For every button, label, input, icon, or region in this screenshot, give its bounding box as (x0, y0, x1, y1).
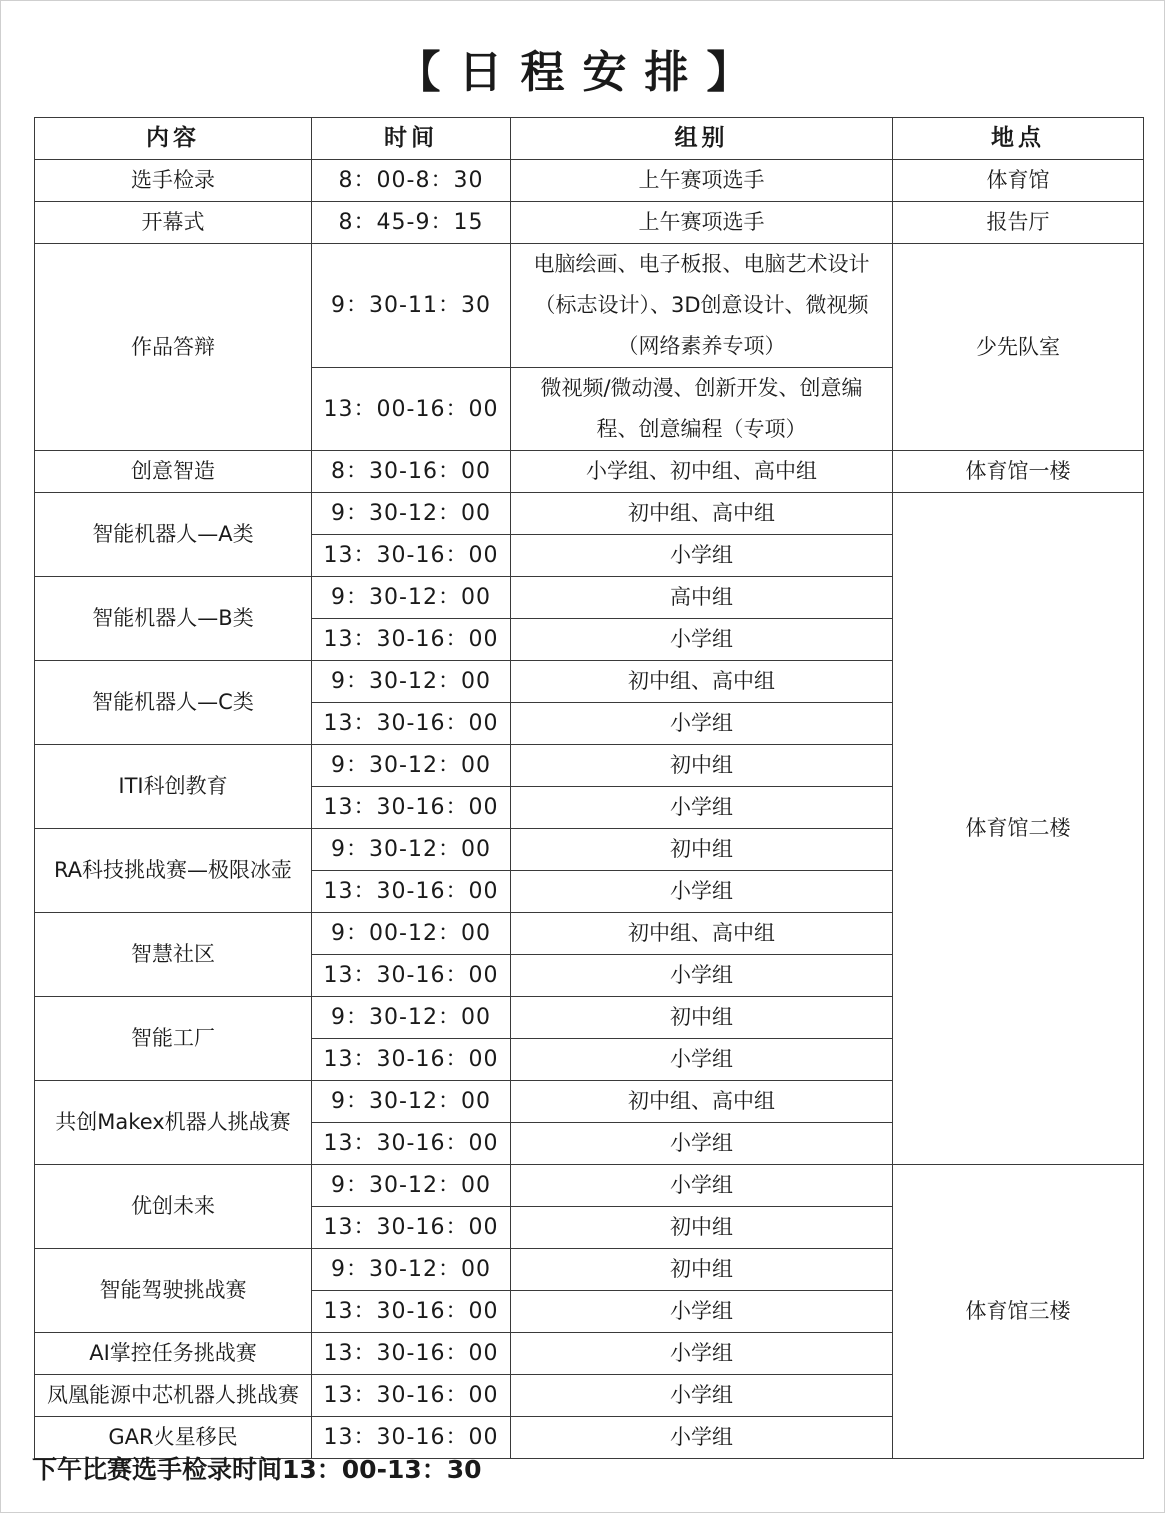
place-cell: 报告厅 (893, 202, 1144, 244)
content-cell: 共创Makex机器人挑战赛 (35, 1081, 312, 1165)
time-cell: 9：30-12：00 (312, 661, 511, 703)
time-cell: 8：45-9：15 (312, 202, 511, 244)
content-cell: 创意智造 (35, 451, 312, 493)
time-cell: 13：30-16：00 (312, 787, 511, 829)
group-cell: 小学组 (511, 1333, 893, 1375)
group-cell: 小学组 (511, 619, 893, 661)
content-cell: 优创未来 (35, 1165, 312, 1249)
time-cell: 8：30-16：00 (312, 451, 511, 493)
time-cell: 13：30-16：00 (312, 955, 511, 997)
table-row (35, 160, 1144, 202)
schedule-table (34, 117, 1144, 1459)
place-cell-third-floor: 体育馆三楼 (893, 1165, 1144, 1459)
group-cell: 小学组 (511, 1417, 893, 1459)
time-cell: 8：00-8：30 (312, 160, 511, 202)
content-cell: RA科技挑战赛—极限冰壶 (35, 829, 312, 913)
page-title: 【日程安排】 (396, 47, 769, 98)
content-cell: 智能驾驶挑战赛 (35, 1249, 312, 1333)
time-cell: 9：30-12：00 (312, 1081, 511, 1123)
time-cell: 9：30-12：00 (312, 745, 511, 787)
table-row (35, 244, 1144, 368)
group-cell: 小学组 (511, 1123, 893, 1165)
time-cell: 9：00-12：00 (312, 913, 511, 955)
group-line: （网络素养专项） (617, 334, 786, 358)
content-cell: 智能机器人—C类 (35, 661, 312, 745)
header-content: 内容 (35, 118, 312, 160)
place-cell-second-floor: 体育馆二楼 (893, 493, 1144, 1165)
time-cell: 13：00-16：00 (312, 368, 511, 451)
group-cell: 小学组 (511, 1165, 893, 1207)
time-cell: 9：30-11：30 (312, 244, 511, 368)
time-cell: 13：30-16：00 (312, 1291, 511, 1333)
group-line: 程、创意编程（专项） (596, 417, 807, 441)
group-cell (511, 368, 893, 451)
header-group: 组别 (511, 118, 893, 160)
time-cell: 9：30-12：00 (312, 1249, 511, 1291)
table-row (35, 493, 1144, 535)
group-cell: 初中组 (511, 997, 893, 1039)
content-cell: 选手检录 (35, 160, 312, 202)
group-cell: 初中组、高中组 (511, 1081, 893, 1123)
group-line: 微视频/微动漫、创新开发、创意编 (540, 376, 863, 400)
group-cell: 小学组 (511, 787, 893, 829)
time-cell: 13：30-16：00 (312, 1123, 511, 1165)
place-cell: 少先队室 (893, 244, 1144, 451)
place-cell: 体育馆一楼 (893, 451, 1144, 493)
group-cell: 小学组 (511, 1291, 893, 1333)
content-cell: 智能机器人—A类 (35, 493, 312, 577)
time-cell: 13：30-16：00 (312, 1039, 511, 1081)
group-cell: 小学组 (511, 1039, 893, 1081)
content-cell: 作品答辩 (35, 244, 312, 451)
checkin-note: 下午比赛选手检录时间13：00-13：30 (32, 1455, 482, 1484)
time-cell: 9：30-12：00 (312, 577, 511, 619)
group-line: 电脑绘画、电子板报、电脑艺术设计 (533, 252, 870, 276)
time-cell: 13：30-16：00 (312, 703, 511, 745)
group-cell: 初中组 (511, 1249, 893, 1291)
content-cell: 凤凰能源中芯机器人挑战赛 (35, 1375, 312, 1417)
group-cell: 上午赛项选手 (511, 160, 893, 202)
group-cell: 小学组 (511, 955, 893, 997)
time-cell: 13：30-16：00 (312, 1333, 511, 1375)
group-cell: 小学组 (511, 1375, 893, 1417)
table-row (35, 1165, 1144, 1207)
group-cell: 初中组、高中组 (511, 913, 893, 955)
time-cell: 13：30-16：00 (312, 871, 511, 913)
time-cell: 9：30-12：00 (312, 1165, 511, 1207)
time-cell: 9：30-12：00 (312, 829, 511, 871)
time-cell: 13：30-16：00 (312, 619, 511, 661)
time-cell: 13：30-16：00 (312, 535, 511, 577)
content-cell: GAR火星移民 (35, 1417, 312, 1459)
group-cell: 初中组 (511, 829, 893, 871)
header-place: 地点 (893, 118, 1144, 160)
content-cell: 开幕式 (35, 202, 312, 244)
table-row (35, 202, 1144, 244)
time-cell: 9：30-12：00 (312, 493, 511, 535)
group-cell: 初中组、高中组 (511, 493, 893, 535)
content-cell: ITI科创教育 (35, 745, 312, 829)
header-time: 时间 (312, 118, 511, 160)
group-cell: 小学组、初中组、高中组 (511, 451, 893, 493)
group-cell: 上午赛项选手 (511, 202, 893, 244)
content-cell: 智慧社区 (35, 913, 312, 997)
group-cell: 初中组 (511, 1207, 893, 1249)
group-line: （标志设计）、3D创意设计、微视频 (534, 293, 869, 317)
group-cell: 小学组 (511, 703, 893, 745)
table-header-row (35, 118, 1144, 160)
time-cell: 13：30-16：00 (312, 1207, 511, 1249)
time-cell: 13：30-16：00 (312, 1375, 511, 1417)
content-cell: 智能机器人—B类 (35, 577, 312, 661)
group-cell: 初中组、高中组 (511, 661, 893, 703)
group-cell: 高中组 (511, 577, 893, 619)
group-cell (511, 244, 893, 368)
time-cell: 9：30-12：00 (312, 997, 511, 1039)
group-cell: 小学组 (511, 871, 893, 913)
table-row (35, 451, 1144, 493)
place-cell: 体育馆 (893, 160, 1144, 202)
content-cell: AI掌控任务挑战赛 (35, 1333, 312, 1375)
time-cell: 13：30-16：00 (312, 1417, 511, 1459)
group-cell: 小学组 (511, 535, 893, 577)
content-cell: 智能工厂 (35, 997, 312, 1081)
group-cell: 初中组 (511, 745, 893, 787)
